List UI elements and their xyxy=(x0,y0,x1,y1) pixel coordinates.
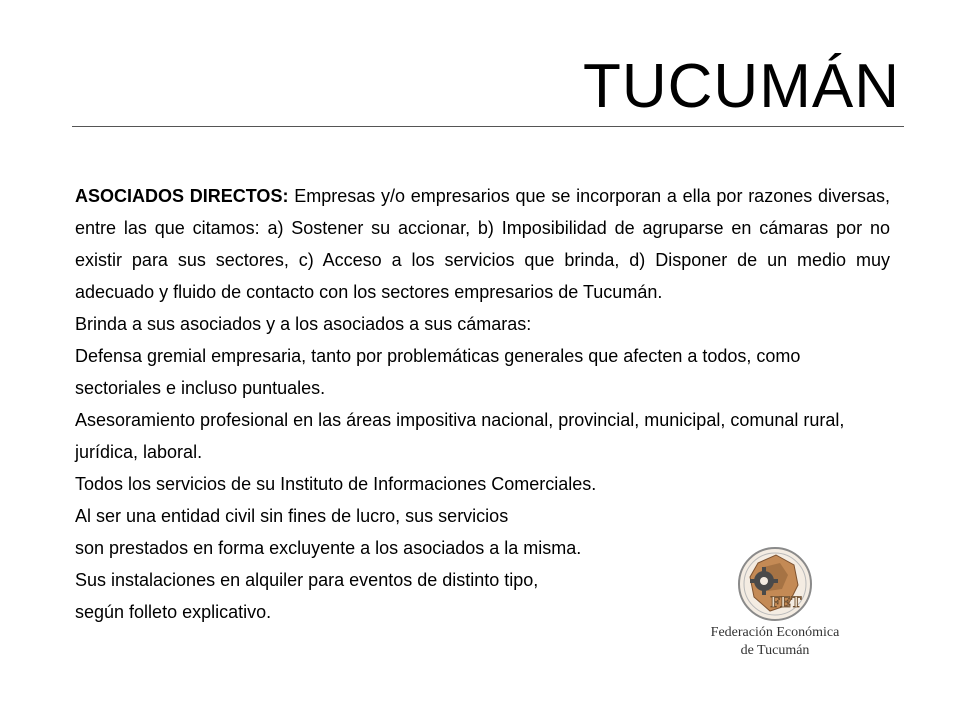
logo-caption-line1: Federación Económica xyxy=(710,625,840,640)
logo-caption xyxy=(700,624,850,660)
page-title: TUCUMÁN xyxy=(583,52,900,121)
logo-caption-line2: de Tucumán xyxy=(740,643,810,658)
intro-label: ASOCIADOS DIRECTOS: xyxy=(75,186,289,206)
title-divider xyxy=(72,126,904,127)
paragraph: Defensa gremial empresaria, tanto por problemáticas generales que afecten a todos, como sectoriales e incluso puntuales. xyxy=(75,346,801,398)
intro-paragraph xyxy=(75,180,890,308)
paragraph: Asesoramiento profesional en las áreas impositiva nacional, provincial, municipal, comunal rural, jurídica, laboral. xyxy=(75,410,845,462)
paragraph: Al ser una entidad civil sin fines de lucro, sus servicios xyxy=(75,506,509,526)
paragraph: Sus instalaciones en alquiler para eventos de distinto tipo, xyxy=(75,570,539,590)
paragraph: según folleto explicativo. xyxy=(75,602,272,622)
paragraph: Brinda a sus asociados y a los asociados a sus cámaras: xyxy=(75,314,532,334)
logo-initials: FET xyxy=(770,594,802,611)
federation-logo xyxy=(700,545,850,665)
federacion-economica-seal-icon xyxy=(736,545,814,623)
paragraph: Todos los servicios de su Instituto de Informaciones Comerciales. xyxy=(75,474,597,494)
intro-text: Empresas y/o empresarios que se incorporan a ella por razones diversas, entre las que citamos: a) Sostener su accionar, b) Imposibilidad de agruparse en cámaras por no existir para sus sectores, c) Acceso a los servicios que brinda, d) Disponer de un medio muy adecuado y fluido de contacto con los sectores empresarios de Tucumán. xyxy=(75,186,891,302)
paragraph: son prestados en forma excluyente a los asociados a la misma. xyxy=(75,538,582,558)
